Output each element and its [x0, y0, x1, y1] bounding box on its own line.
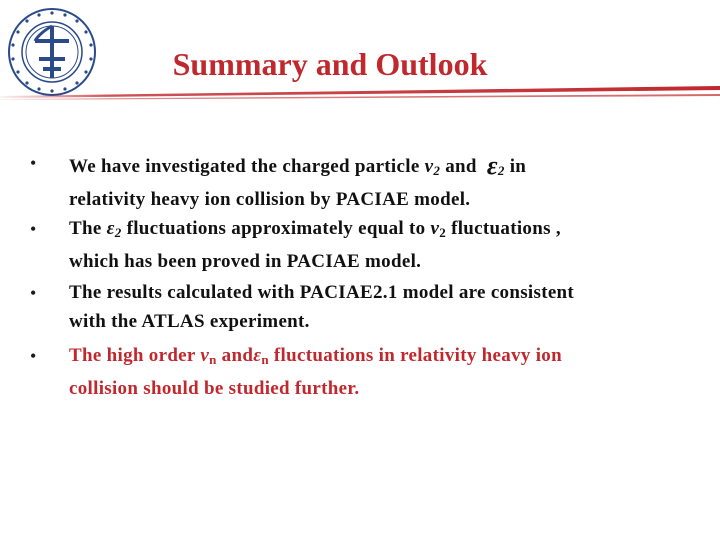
bullet-item-2: The $\varepsilon_2$ fluctuations approximately equal to $v_2$ fluctuations , which has been proved in PACIAE model. — [69, 218, 561, 272]
bullet-marker: • — [30, 346, 37, 366]
bullet-marker: • — [30, 153, 37, 173]
slide-title: Summary and Outlook — [172, 46, 488, 82]
title-divider — [0, 82, 720, 110]
bullet-marker: • — [30, 219, 37, 239]
bullet-marker: • — [30, 283, 37, 303]
bullet-item-4: The high order $v_n$ andε$_n$ fluctuations in relativity heavy ion collision should be studied further. — [69, 345, 562, 399]
bullet-item-3: The results calculated with PACIAE2.1 model are consistent with the ATLAS experiment. — [69, 282, 575, 332]
bullet-item-1: We have investigated the charged particle $v_2$ and $\varepsilon_2$ in relativity heavy ion collision by PACIAE model. — [69, 151, 527, 210]
